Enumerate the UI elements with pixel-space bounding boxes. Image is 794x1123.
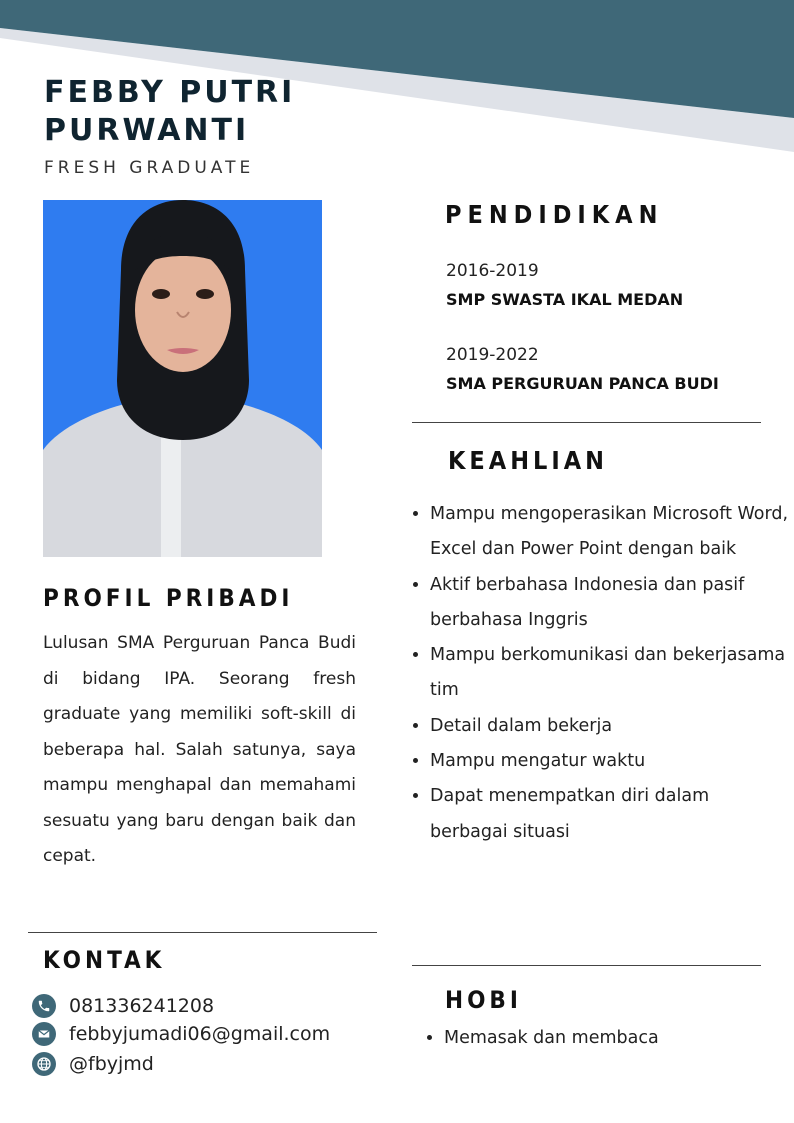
portrait-illustration: [43, 200, 322, 557]
contact-social: [32, 1052, 154, 1076]
skills-list: [404, 497, 790, 850]
education-years-2: 2019-2022: [446, 345, 539, 365]
list-item: • Mampu mengatur waktu: [430, 744, 790, 779]
profile-text: Lulusan SMA Perguruan Panca Budi di bidang IPA. Seorang fresh graduate yang memiliki soft-skill di beberapa hal. Salah satunya, saya mampu menghapal dan memahami sesuatu yang baru dengan baik dan cepat.: [43, 633, 356, 866]
list-item: • Mampu mengoperasikan Microsoft Word, Excel dan Power Point dengan baik: [430, 497, 790, 568]
divider-skills: [412, 965, 761, 966]
profile-photo: [43, 200, 322, 557]
education-heading: PENDIDIKAN: [445, 200, 664, 229]
education-school-1: SMP SWASTA IKAL MEDAN: [446, 290, 684, 309]
contact-email: [32, 1022, 330, 1046]
globe-icon: [32, 1052, 56, 1076]
skills-heading: KEAHLIAN: [448, 446, 608, 475]
name-line-1: FEBBY PUTRI: [44, 75, 296, 110]
education-school-2: SMA PERGURUAN PANCA BUDI: [446, 374, 719, 393]
list-item: • Memasak dan membaca: [444, 1022, 659, 1054]
social-handle[interactable]: @fbyjmd: [69, 1053, 154, 1075]
hobbies-heading: HOBI: [445, 986, 522, 1014]
job-title: FRESH GRADUATE: [44, 158, 255, 178]
list-item: • Detail dalam bekerja: [430, 709, 790, 744]
contact-heading: KONTAK: [43, 946, 166, 974]
divider-education: [412, 422, 761, 423]
full-name: [44, 74, 295, 150]
education-years-1: 2016-2019: [446, 261, 539, 281]
profile-heading: PROFIL PRIBADI: [43, 584, 294, 612]
email-icon: [32, 1022, 56, 1046]
divider-profile: [28, 932, 377, 933]
contact-phone: [32, 994, 214, 1018]
phone-number[interactable]: 081336241208: [69, 995, 215, 1017]
phone-icon: [32, 994, 56, 1018]
list-item: • Dapat menempatkan diri dalam berbagai situasi: [430, 779, 790, 850]
list-item: • Aktif berbahasa Indonesia dan pasif berbahasa Inggris: [430, 568, 790, 639]
name-line-2: PURWANTI: [44, 113, 250, 148]
hobbies-list: [420, 1022, 659, 1054]
email-address[interactable]: febbyjumadi06@gmail.com: [69, 1023, 331, 1045]
list-item: • Mampu berkomunikasi dan bekerjasama tim: [430, 638, 790, 709]
